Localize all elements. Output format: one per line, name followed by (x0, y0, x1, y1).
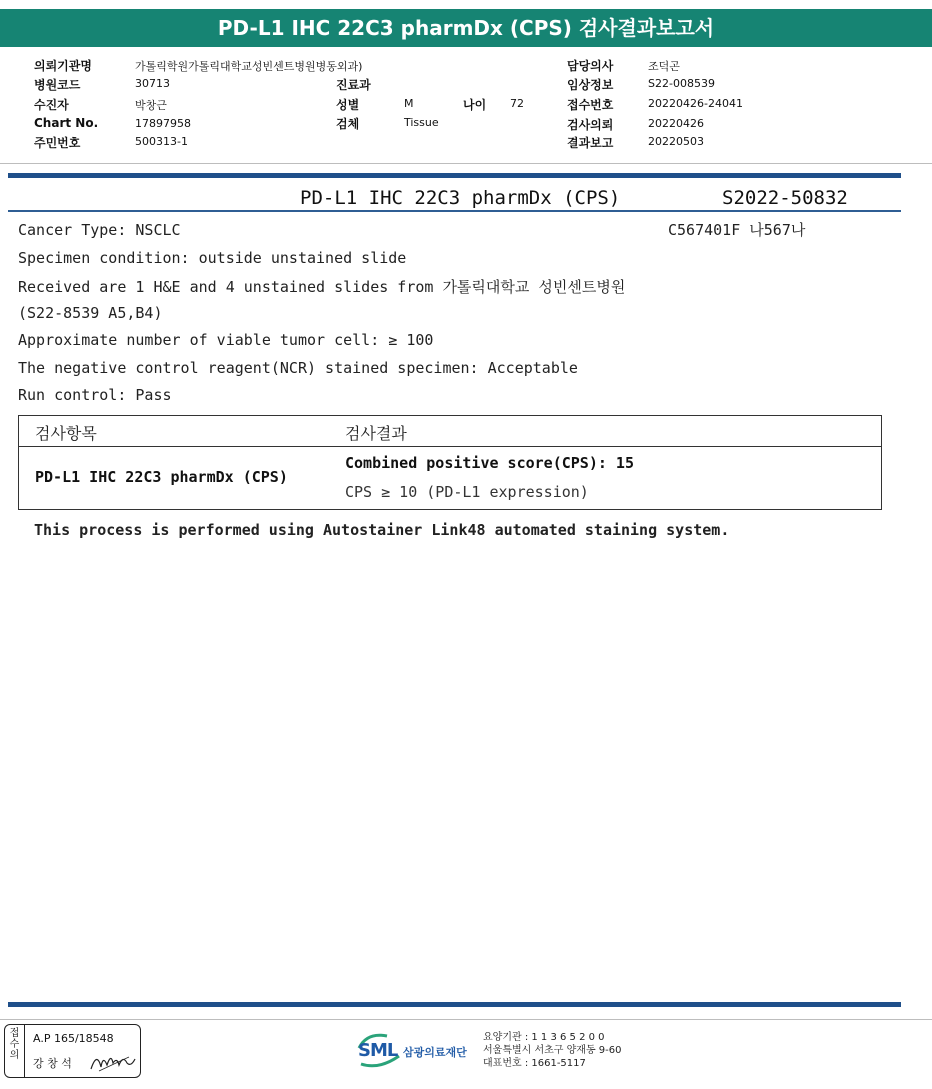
result-item-name: PD-L1 IHC 22C3 pharmDx (CPS) (35, 468, 288, 486)
org-registration: 요양기관 : 1 1 3 6 5 2 0 0 (483, 1032, 605, 1043)
report-title-rule (8, 210, 901, 212)
hospital-code-label: 병원코드 (34, 78, 81, 92)
org-phone: 대표번호 : 1661-5117 (483, 1058, 586, 1069)
report-line: Specimen condition: outside unstained slide (18, 249, 407, 267)
request-value: 20220426 (648, 117, 704, 130)
report-number: S2022-50832 (722, 187, 848, 209)
result-cps-interpretation: CPS ≥ 10 (PD-L1 expression) (345, 483, 589, 501)
report-bottom-rule (8, 1002, 901, 1007)
footer-divider (0, 1019, 932, 1020)
report-line: Approximate number of viable tumor cell: ≥ 100 (18, 331, 434, 349)
age-value: 72 (510, 97, 524, 110)
patient-label: 수진자 (34, 98, 69, 112)
report-date-label: 결과보고 (567, 136, 614, 150)
report-line: Run control: Pass (18, 386, 172, 404)
chart-no-value: 17897958 (135, 117, 191, 130)
clinical-label: 임상정보 (567, 78, 614, 92)
hospital-code-value: 30713 (135, 77, 170, 90)
sex-label: 성별 (336, 98, 360, 112)
clinical-value: S22-008539 (648, 77, 715, 90)
stamp-pathologist: 강 창 석 (33, 1057, 72, 1070)
chart-no-label: Chart No. (34, 116, 99, 130)
institution-value: 가톨릭학원가톨릭대학교성빈센트병원병동외과) (135, 60, 363, 73)
result-cps-score: Combined positive score(CPS): 15 (345, 454, 634, 472)
receipt-label: 접수번호 (567, 98, 614, 112)
col-header-result: 검사결과 (345, 424, 407, 443)
report-line: (S22-8539 A5,B4) (18, 304, 163, 322)
report-test-title: PD-L1 IHC 22C3 pharmDx (CPS) (300, 187, 621, 209)
doctor-value: 조덕곤 (648, 60, 680, 73)
org-address: 서울특별시 서초구 양재동 9-60 (483, 1045, 622, 1056)
specimen-label: 검체 (336, 117, 360, 131)
stamp-vertical-text: 접수의 (9, 1028, 20, 1061)
col-header-item: 검사항목 (35, 424, 97, 443)
result-table-header (19, 416, 881, 447)
request-label: 검사의뢰 (567, 118, 614, 132)
patient-info (0, 0, 932, 160)
sml-org-name: 삼광의료재단 (403, 1046, 467, 1059)
report-line: Received are 1 H&E and 4 unstained slides from 가톨릭대학교 성빈센트병원 (18, 278, 626, 296)
sml-logo-text: SML (358, 1040, 398, 1061)
stamp-vertical-label (5, 1025, 25, 1077)
sml-logo (355, 1030, 477, 1070)
report-code: C567401F 나567나 (668, 221, 806, 239)
report-line: Cancer Type: NSCLC (18, 221, 181, 239)
rrn-value: 500313-1 (135, 135, 188, 148)
institution-label: 의뢰기관명 (34, 59, 92, 73)
specimen-value: Tissue (404, 116, 439, 129)
department-label: 진료과 (336, 78, 371, 92)
sex-value: M (404, 97, 414, 110)
report-heading: PD-L1 IHC 22C3 pharmDx (CPS) 검사결과보고서 (217, 16, 715, 40)
report-line: The negative control reagent(NCR) stained specimen: Acceptable (18, 359, 578, 377)
doctor-label: 담당의사 (567, 59, 614, 73)
receipt-value: 20220426-24041 (648, 97, 743, 110)
approval-stamp (4, 1024, 141, 1078)
info-divider (0, 163, 932, 164)
process-note: This process is performed using Autostainer Link48 automated staining system. (34, 521, 730, 539)
stamp-ap-number: A.P 165/18548 (33, 1032, 114, 1045)
patient-value: 박창근 (135, 99, 167, 112)
result-table (18, 415, 882, 510)
rrn-label: 주민번호 (34, 136, 81, 150)
report-date-value: 20220503 (648, 135, 704, 148)
signature-icon (89, 1049, 137, 1073)
org-contact-info (483, 1031, 622, 1070)
report-top-rule (8, 173, 901, 178)
age-label: 나이 (463, 98, 487, 112)
